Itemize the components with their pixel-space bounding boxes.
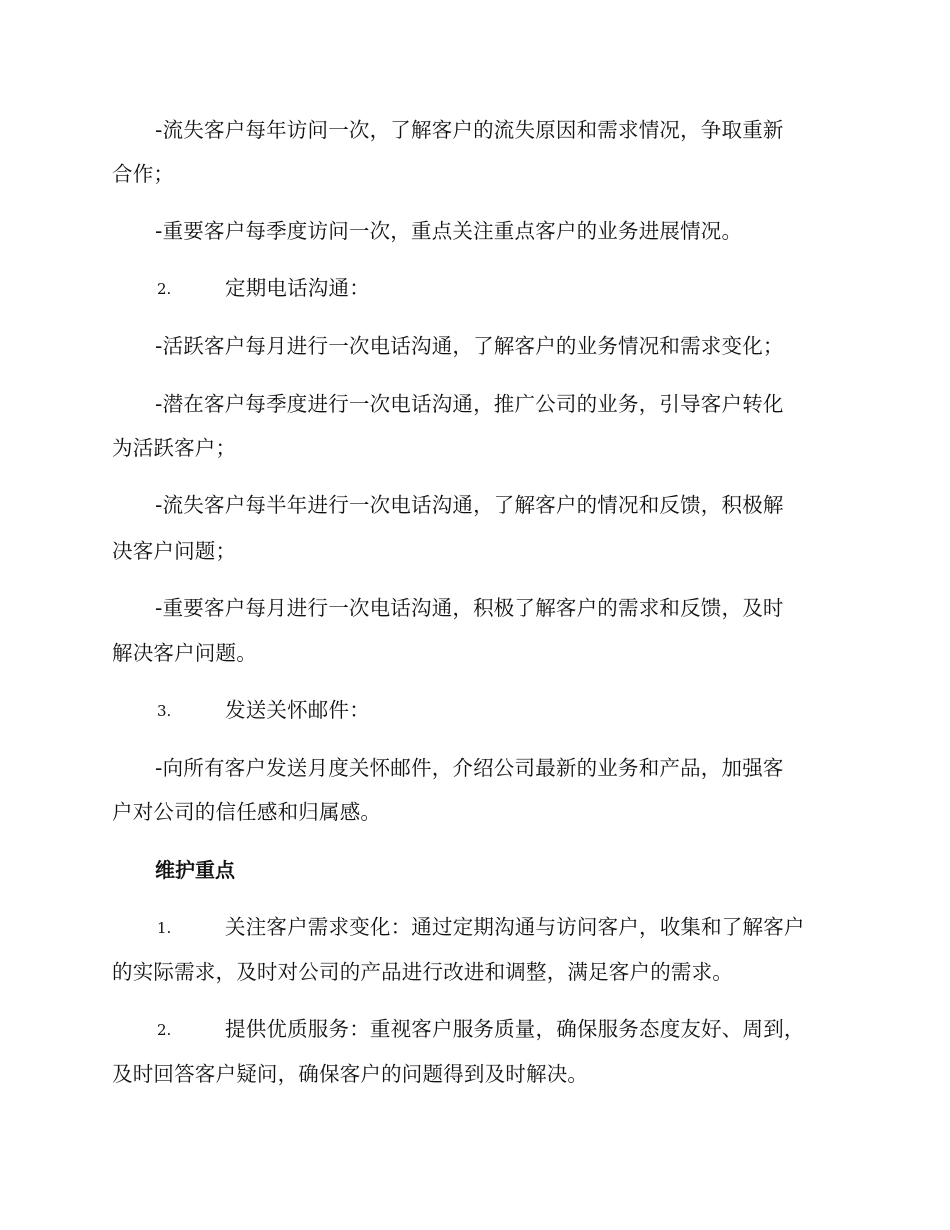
list-number-3: 3. (157, 702, 172, 720)
paragraph-lost-customers-phone-line1: -流失客户每半年进行一次电话沟通，了解客户的情况和反馈，积极解 (155, 493, 784, 517)
paragraph-monthly-care-email-line2: 户对公司的信任感和归属感。 (112, 800, 382, 824)
focus-customer-needs-line2: 的实际需求，及时对公司的产品进行改进和调整，满足客户的需求。 (112, 960, 733, 984)
focus-customer-needs-line1: 关注客户需求变化：通过定期沟通与访问客户，收集和了解客户 (225, 915, 805, 939)
paragraph-potential-customers-phone-line1: -潜在客户每季度进行一次电话沟通，推广公司的业务，引导客户转化 (155, 392, 784, 416)
paragraph-lost-customers-phone-line2: 决客户问题； (112, 539, 237, 563)
focus-quality-service-line1: 提供优质服务：重视客户服务质量，确保服务态度友好、周到， (225, 1017, 805, 1041)
paragraph-lost-customers-visit-line2: 合作； (112, 162, 175, 186)
focus-number-1: 1. (157, 919, 172, 937)
paragraph-monthly-care-email-line1: -向所有客户发送月度关怀邮件，介绍公司最新的业务和产品，加强客 (155, 756, 784, 780)
paragraph-lost-customers-visit-line1: -流失客户每年访问一次，了解客户的流失原因和需求情况，争取重新 (155, 118, 784, 142)
paragraph-key-customers-phone-line1: -重要客户每月进行一次电话沟通，积极了解客户的需求和反馈，及时 (155, 596, 784, 620)
section-heading-maintenance-focus: 维护重点 (155, 858, 235, 882)
list-number-2: 2. (157, 280, 172, 298)
paragraph-active-customers-phone: -活跃客户每月进行一次电话沟通，了解客户的业务情况和需求变化； (155, 334, 784, 358)
list-item-phone-communication: 定期电话沟通： (225, 276, 370, 300)
paragraph-key-customers-phone-line2: 解决客户问题。 (112, 641, 257, 665)
paragraph-key-customers-visit: -重要客户每季度访问一次，重点关注重点客户的业务进展情况。 (155, 219, 743, 243)
list-item-care-emails: 发送关怀邮件： (225, 698, 370, 722)
focus-number-2: 2. (157, 1021, 172, 1039)
paragraph-potential-customers-phone-line2: 为活跃客户； (112, 436, 237, 460)
focus-quality-service-line2: 及时回答客户疑问，确保客户的问题得到及时解决。 (112, 1062, 589, 1086)
